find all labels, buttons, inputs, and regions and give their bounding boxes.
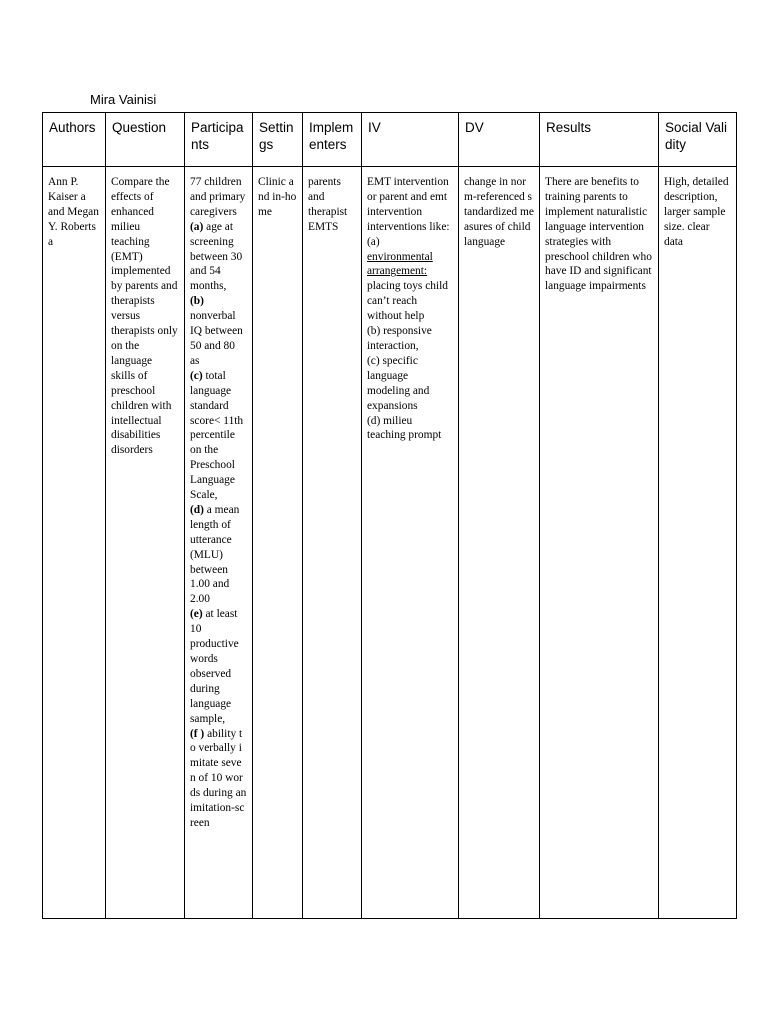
- participants-criterion-c: [190, 369, 247, 503]
- header-social-validity: Social Validity: [659, 113, 737, 167]
- student-name: Mira Vainisi: [90, 92, 157, 107]
- criterion-c-label: (c): [190, 369, 203, 382]
- participants-criterion-e: [190, 607, 247, 726]
- participants-intro: 77 children and primary caregivers: [190, 176, 246, 218]
- participants-criterion-b: [190, 294, 247, 369]
- iv-item-a-text: placing toys child can’t reach without help: [367, 280, 448, 323]
- criterion-a-text: age at screening between 30 and 54 months,: [190, 220, 243, 293]
- table-row: [43, 167, 737, 919]
- criterion-b-label: (b): [190, 295, 204, 308]
- iv-item-a-underlined: environmental arrangement:: [367, 250, 433, 278]
- criterion-e-text: at least 10 productive words observed during language sample,: [190, 608, 239, 725]
- cell-question: Compare the effects of enhanced milieu teaching (EMT) implemented by parents and therapists versus therapists only on the language skills of preschool children with intellectual disabilities disorders: [106, 167, 185, 919]
- criterion-d-text: a mean length of utterance (MLU) between 1.00 and 2.00: [190, 503, 240, 606]
- cell-iv: [362, 167, 459, 919]
- criterion-e-label: (e): [190, 608, 203, 621]
- cell-social-validity: High, detailed description, larger sample size. clear data: [659, 167, 737, 919]
- iv-intro: EMT intervention or parent and emt intervention interventions like:: [367, 176, 450, 233]
- header-participants: Participants: [185, 113, 253, 167]
- criterion-c-text: total language standard score< 11th percentile on the Preschool Language Scale,: [190, 369, 244, 502]
- cell-participants: [185, 167, 253, 919]
- criterion-b-text: nonverbal IQ between 50 and 80 as: [190, 310, 243, 367]
- iv-item-d: (d) milieu teaching prompt: [367, 414, 442, 442]
- cell-implementers: parents and therapist EMTS: [303, 167, 362, 919]
- iv-item-b: (b) responsive interaction,: [367, 325, 432, 352]
- header-question: Question: [106, 113, 185, 167]
- header-row: [43, 113, 737, 167]
- iv-item-a: [367, 250, 453, 325]
- participants-criterion-f: [190, 727, 247, 831]
- header-implementers: Implementers: [303, 113, 362, 167]
- cell-authors: Ann P. Kaiser a and Megan Y. Roberts a: [43, 167, 106, 919]
- header-settings: Settings: [253, 113, 303, 167]
- header-results: Results: [540, 113, 659, 167]
- iv-item-c: (c) specific language modeling and expansions: [367, 354, 430, 412]
- criterion-a-label: (a): [190, 220, 204, 233]
- criterion-f-text: ability to verbally imitate seven of 10 words during an imitation-screen: [190, 727, 247, 829]
- header-dv: DV: [459, 113, 540, 167]
- header-authors: Authors: [43, 113, 106, 167]
- cell-dv: change in norm-referenced standardized measures of child language: [459, 167, 540, 919]
- participants-criterion-a: [190, 220, 247, 295]
- literature-review-table: [42, 112, 737, 919]
- cell-settings: Clinic and in-home: [253, 167, 303, 919]
- header-iv: IV: [362, 113, 459, 167]
- participants-criterion-d: [190, 503, 247, 607]
- criterion-d-label: (d): [190, 503, 204, 516]
- criterion-f-label: (f ): [190, 727, 205, 740]
- cell-results: There are benefits to training parents to implement naturalistic language intervention strategies with preschool children who have ID and significant language impairments: [540, 167, 659, 919]
- iv-item-a-label: (a): [367, 235, 380, 248]
